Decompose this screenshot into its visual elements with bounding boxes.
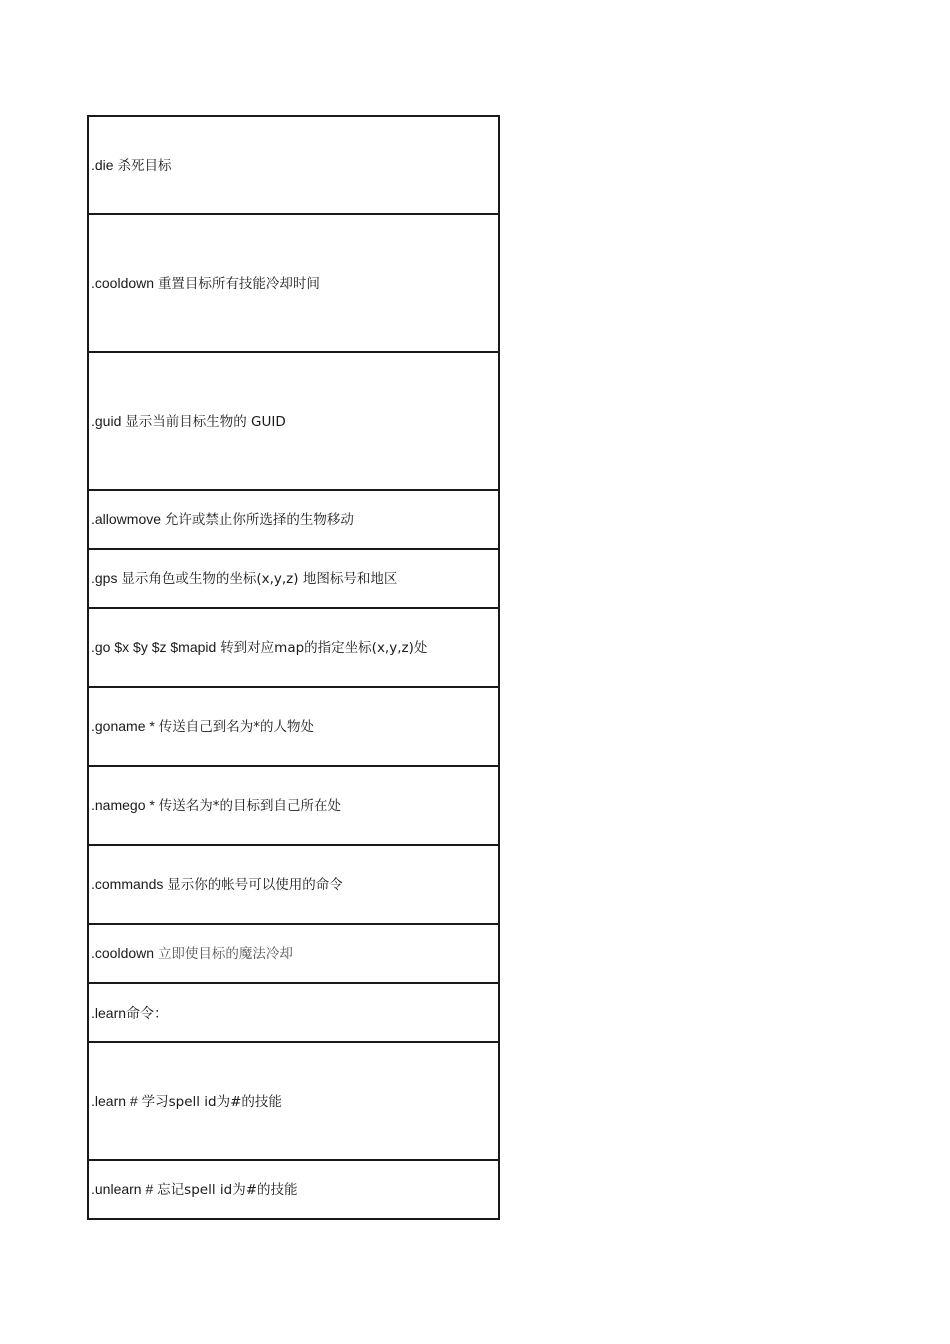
table-row [88, 924, 499, 983]
command-text: .namego * [91, 797, 155, 813]
command-description: 转到对应map的指定坐标(x,y,z)处 [220, 640, 428, 656]
command-description: 显示当前目标生物的 GUID [125, 413, 286, 430]
table-cell [88, 1042, 499, 1160]
command-description: 立即使目标的魔法冷却 [157, 946, 293, 962]
command-text: .allowmove [91, 511, 162, 527]
section-heading: .learn命令： [91, 1004, 169, 1021]
command-description: 显示你的帐号可以使用的命令 [167, 877, 343, 893]
command-text: .learn # [91, 1092, 138, 1109]
table-cell [88, 766, 499, 845]
table-cell [88, 490, 499, 549]
table-row [88, 845, 499, 924]
table-cell [88, 116, 499, 214]
table-row [88, 608, 499, 687]
table-row [88, 490, 499, 549]
command-text: .cooldown [91, 274, 155, 291]
table-cell [88, 1160, 499, 1219]
table-row [88, 1160, 499, 1219]
table-row [88, 116, 499, 214]
table-row [88, 352, 499, 490]
command-text: .die [91, 156, 114, 173]
table-row [88, 687, 499, 766]
command-description: 忘记spell id为#的技能 [157, 1182, 298, 1198]
command-text: .unlearn # [91, 1181, 154, 1197]
command-text: .cooldown [91, 945, 155, 961]
table-cell [88, 924, 499, 983]
command-description: 传送名为*的目标到自己所在处 [158, 798, 341, 814]
table-row [88, 983, 499, 1042]
command-text: .goname * [91, 718, 155, 734]
table-row [88, 1042, 499, 1160]
table-cell [88, 845, 499, 924]
command-description: 学习spell id为#的技能 [141, 1093, 282, 1110]
command-description: 允许或禁止你所选择的生物移动 [164, 512, 354, 528]
command-text: .commands [91, 876, 164, 892]
command-text: .go $x $y $z $mapid [91, 639, 217, 655]
command-description: 显示角色或生物的坐标(x,y,z) 地图标号和地区 [121, 571, 398, 587]
command-description: 重置目标所有技能冷却时间 [157, 275, 320, 292]
table-cell [88, 608, 499, 687]
command-text: .gps [91, 570, 118, 586]
table-cell [88, 214, 499, 352]
table-cell [88, 549, 499, 608]
command-text: .guid [91, 412, 122, 429]
table-cell [88, 352, 499, 490]
command-table [87, 115, 500, 1220]
table-cell [88, 983, 499, 1042]
table-row [88, 766, 499, 845]
table-cell [88, 687, 499, 766]
table-row [88, 549, 499, 608]
table-row [88, 214, 499, 352]
command-description: 杀死目标 [117, 157, 172, 174]
command-description: 传送自己到名为*的人物处 [158, 719, 314, 735]
